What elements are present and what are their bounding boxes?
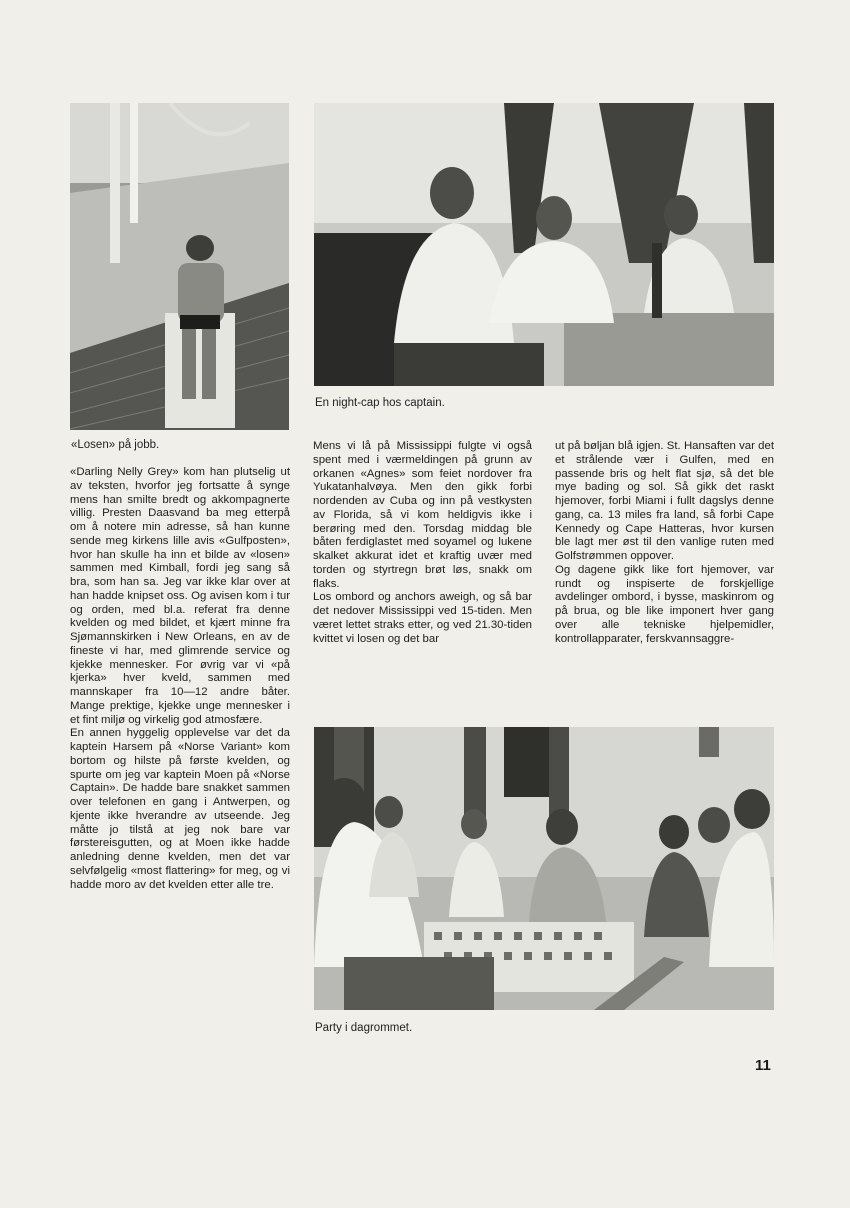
article-paragraph: ut på bøljan blå igjen. St. Hansaften var det et strålende vær i Gulfen, med en passende bris og helt flat sjø, så det ble mye bading og sol. Så gikk det raskt hjemover, forbi Miami i fullt dagslys denne gang, ca. 13 miles fra land, så forbi Cape Kennedy og Cape Hatteras, hvor kursen ble lagt mer øst til den vanlige ruten med Golfstrømmen oppover. <box>555 440 774 562</box>
article-paragraph: Og dagene gikk like fort hjemover, var rundt og inspiserte de forskjellige avdelinger ombord, i bysse, maskinrom og på brua, og ble like imponert hver gang over alle tekniske hjelpemidler, kontrollapparater, ferskvannsaggre- <box>555 563 774 645</box>
article-paragraph: «Darling Nelly Grey» kom han plutselig ut av teksten, hvorfor jeg fortsatte å synge mens han smilte bredt og akkompagnerte villig. Presten Daasvand ba meg etterpå om å notere min adresse, så han kunne sende meg kirkens lille avis «Gulfposten», hvor han skulle ha inn et bilde av «losen» sammen med Kimball, fordi jeg sang så bra, som han sa. Jeg var ikke klar over at han hadde knipset oss. Og avisen kom i tur og orden, med bl.a. referat fra denne kvelden og med bildet, et kjært minne fra Sjømannskirken i New Orleans, en av de fineste vi har, med glimrende service og kjekke mennesker. For øvrig var vi «på kjerka» hver kveld, sammen med mannskaper fra 10—12 andre båter. Mange prektige, kjekke unge mennesker i et fint miljø og virkelig god atmosfære. <box>70 466 290 726</box>
photo-sunbather <box>70 103 289 430</box>
caption-sunbather: «Losen» på jobb. <box>71 439 160 451</box>
article-paragraph: Los ombord og anchors aweigh, og så bar det nedover Mississippi ved 15-tiden. Men været lettet straks etter, og ved 21.30-tiden kvittet vi losen og det bar <box>313 591 532 645</box>
photo-party <box>314 727 774 1010</box>
article-paragraph: Mens vi lå på Mississippi fulgte vi også spent med i værmeldingen på grunn av orkanen «Agnes» som feiet nordover fra Yukatanhalvøya. Men den gikk forbi nordenden av Cuba og inn på vestkysten av Florida, så vi kom heldigvis ikke i berøring med den. Torsdag middag ble båten ferdiglastet med soyamel og lukene skalket akkurat idet et kraftig uvær med torden og styrtregn brøt løs, snakk om flaks. <box>313 440 532 590</box>
article-column-3 <box>555 440 774 646</box>
page-number: 11 <box>755 1057 771 1074</box>
caption-nightcap: En night-cap hos captain. <box>315 397 445 409</box>
photo-nightcap <box>314 103 774 386</box>
caption-party: Party i dagrommet. <box>315 1022 413 1034</box>
article-column-1 <box>70 466 290 892</box>
article-column-2 <box>313 440 532 646</box>
article-paragraph: En annen hyggelig opplevelse var det da kaptein Harsem på «Norse Variant» kom bortom og hilste på første kvelden, og spurte om jeg var kaptein Moen på «Norse Captain». De hadde bare snakket sammen over telefonen en gang i Antwerpen, og kjente ikke hverandre av utseende. Jeg måtte jo tilstå at jeg nok bare var førstereisgutten, og at Moen ikke hadde anledning denne kvelden, men det var selvfølgelig «most flattering» for meg, og vi hadde moro av det kvelden etter alle tre. <box>70 727 290 891</box>
